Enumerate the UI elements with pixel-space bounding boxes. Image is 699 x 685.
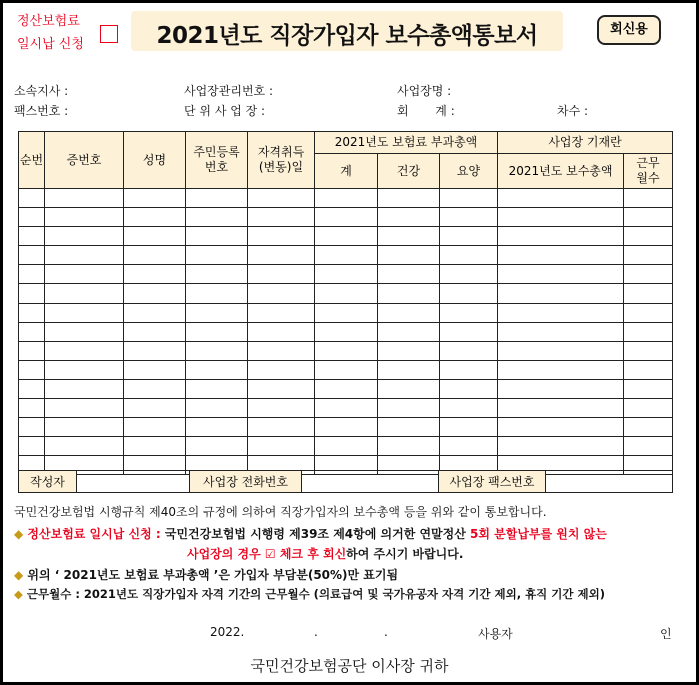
footer-date-year: 2022. bbox=[210, 625, 245, 639]
table-cell[interactable] bbox=[248, 341, 315, 360]
table-cell[interactable] bbox=[45, 303, 124, 322]
table-cell[interactable] bbox=[440, 399, 498, 418]
table-row bbox=[19, 246, 673, 265]
note-settlement-cont: 사업장의 경우 ☑ 체크 후 회신하여 주시기 바랍니다. bbox=[187, 547, 464, 561]
table-cell[interactable] bbox=[186, 208, 248, 227]
table-cell[interactable] bbox=[624, 322, 673, 341]
table-cell[interactable] bbox=[315, 322, 378, 341]
unit-label: 단 위 사 업 장 : bbox=[184, 104, 266, 118]
table-row bbox=[19, 399, 673, 418]
table-cell[interactable] bbox=[124, 227, 186, 246]
diamond-bullet-icon: ◆ bbox=[14, 568, 24, 582]
table-cell[interactable] bbox=[124, 341, 186, 360]
table-cell[interactable] bbox=[124, 322, 186, 341]
table-cell[interactable] bbox=[624, 189, 673, 208]
table-cell[interactable] bbox=[19, 322, 45, 341]
table-cell[interactable] bbox=[315, 399, 378, 418]
table-row bbox=[19, 208, 673, 227]
table-cell[interactable] bbox=[498, 303, 624, 322]
table-cell[interactable] bbox=[124, 246, 186, 265]
table-cell[interactable] bbox=[315, 227, 378, 246]
table-cell[interactable] bbox=[315, 437, 378, 456]
table-row bbox=[19, 341, 673, 360]
table-row bbox=[19, 284, 673, 303]
table-cell[interactable] bbox=[248, 437, 315, 456]
table-cell[interactable] bbox=[186, 284, 248, 303]
table-cell[interactable] bbox=[45, 265, 124, 284]
table-cell[interactable] bbox=[19, 208, 45, 227]
col-total-header: 계 bbox=[315, 154, 378, 189]
table-cell[interactable] bbox=[45, 399, 124, 418]
employer-group-header: 사업장 기재란 bbox=[498, 132, 673, 154]
table-cell[interactable] bbox=[45, 246, 124, 265]
table-cell[interactable] bbox=[19, 284, 45, 303]
note-settlement: ◆ 정산보험료 일시납 신청 : 국민건강보험법 시행령 제39조 제4항에 의거한 연말정산 5회 분할납부를 원치 않는 bbox=[14, 527, 607, 541]
page-title: 2021년도 직장가입자 보수총액통보서 bbox=[156, 23, 538, 49]
table-cell[interactable] bbox=[624, 418, 673, 437]
table-cell[interactable] bbox=[498, 437, 624, 456]
table-cell[interactable] bbox=[498, 189, 624, 208]
table-cell[interactable] bbox=[440, 189, 498, 208]
order-label: 차수 : bbox=[557, 104, 589, 118]
table-cell[interactable] bbox=[498, 322, 624, 341]
table-row bbox=[19, 265, 673, 284]
table-cell[interactable] bbox=[378, 284, 440, 303]
table-cell[interactable] bbox=[186, 246, 248, 265]
table-cell[interactable] bbox=[19, 246, 45, 265]
table-cell[interactable] bbox=[378, 341, 440, 360]
table-cell[interactable] bbox=[378, 265, 440, 284]
col-pay-total-header: 2021년도 보수총액 bbox=[498, 154, 624, 189]
table-cell[interactable] bbox=[440, 265, 498, 284]
table-cell[interactable] bbox=[440, 341, 498, 360]
settlement-checkbox[interactable] bbox=[100, 25, 118, 43]
table-cell[interactable] bbox=[186, 399, 248, 418]
table-row bbox=[19, 303, 673, 322]
table-cell[interactable] bbox=[248, 418, 315, 437]
table-cell[interactable] bbox=[624, 208, 673, 227]
table-cell[interactable] bbox=[124, 360, 186, 379]
settlement-label bbox=[17, 10, 84, 56]
table-row bbox=[19, 189, 673, 208]
table-cell[interactable] bbox=[248, 360, 315, 379]
table-cell[interactable] bbox=[498, 284, 624, 303]
table-cell[interactable] bbox=[248, 399, 315, 418]
table-cell[interactable] bbox=[186, 189, 248, 208]
table-cell[interactable] bbox=[378, 303, 440, 322]
table-cell[interactable] bbox=[315, 284, 378, 303]
table-cell[interactable] bbox=[19, 265, 45, 284]
col-qual-header: 자격취득 (변동)일 bbox=[248, 132, 315, 189]
accounting-label: 회 계 : bbox=[397, 104, 455, 118]
table-cell[interactable] bbox=[624, 437, 673, 456]
table-cell[interactable] bbox=[624, 265, 673, 284]
table-cell[interactable] bbox=[315, 208, 378, 227]
fax-sign-label: 사업장 팩스번호 bbox=[439, 471, 546, 493]
col-no-header: 순번 bbox=[19, 132, 45, 189]
biz-name-label: 사업장명 : bbox=[397, 84, 452, 98]
table-cell[interactable] bbox=[19, 189, 45, 208]
table-cell[interactable] bbox=[248, 227, 315, 246]
table-cell[interactable] bbox=[248, 246, 315, 265]
premium-table bbox=[18, 131, 673, 475]
footer-authority: 국민건강보험공단 이사장 귀하 bbox=[250, 657, 449, 675]
table-cell[interactable] bbox=[248, 303, 315, 322]
table-cell[interactable] bbox=[498, 360, 624, 379]
notice-form bbox=[3, 3, 696, 682]
table-cell[interactable] bbox=[248, 322, 315, 341]
table-cell[interactable] bbox=[19, 437, 45, 456]
table-cell[interactable] bbox=[440, 208, 498, 227]
phone-label: 사업장 전화번호 bbox=[190, 471, 302, 493]
col-cert-header: 증번호 bbox=[45, 132, 124, 189]
table-cell[interactable] bbox=[315, 265, 378, 284]
table-cell[interactable] bbox=[186, 437, 248, 456]
table-cell[interactable] bbox=[440, 303, 498, 322]
col-name-header: 성명 bbox=[124, 132, 186, 189]
table-cell[interactable] bbox=[19, 399, 45, 418]
table-cell[interactable] bbox=[45, 227, 124, 246]
table-cell[interactable] bbox=[624, 227, 673, 246]
table-cell[interactable] bbox=[186, 341, 248, 360]
table-cell[interactable] bbox=[186, 360, 248, 379]
table-cell[interactable] bbox=[315, 341, 378, 360]
table-cell[interactable] bbox=[315, 418, 378, 437]
table-cell[interactable] bbox=[124, 437, 186, 456]
table-row bbox=[19, 227, 673, 246]
table-cell[interactable] bbox=[440, 284, 498, 303]
table-cell[interactable] bbox=[440, 246, 498, 265]
table-row bbox=[19, 360, 673, 379]
table-cell[interactable] bbox=[440, 227, 498, 246]
footer-seal: 인 bbox=[660, 627, 672, 641]
table-cell[interactable] bbox=[315, 189, 378, 208]
table-cell[interactable] bbox=[378, 360, 440, 379]
table-cell[interactable] bbox=[498, 341, 624, 360]
table-cell[interactable] bbox=[440, 322, 498, 341]
table-cell[interactable] bbox=[440, 360, 498, 379]
table-cell[interactable] bbox=[45, 379, 124, 398]
phone-field[interactable] bbox=[302, 471, 439, 493]
table-cell[interactable] bbox=[378, 418, 440, 437]
table-cell[interactable] bbox=[315, 246, 378, 265]
branch-label: 소속지사 : bbox=[14, 84, 69, 98]
footer-date-day: . bbox=[384, 625, 388, 639]
table-cell[interactable] bbox=[45, 284, 124, 303]
table-cell[interactable] bbox=[19, 418, 45, 437]
table-cell[interactable] bbox=[378, 246, 440, 265]
footer-user: 사용자 bbox=[478, 627, 513, 641]
reply-badge: 회신용 bbox=[597, 15, 661, 45]
table-cell[interactable] bbox=[498, 246, 624, 265]
premium-group-header: 2021년도 보험료 부과총액 bbox=[315, 132, 498, 154]
table-cell[interactable] bbox=[315, 379, 378, 398]
table-cell[interactable] bbox=[378, 189, 440, 208]
table-cell[interactable] bbox=[624, 341, 673, 360]
table-cell[interactable] bbox=[124, 379, 186, 398]
table-cell[interactable] bbox=[624, 379, 673, 398]
table-cell[interactable] bbox=[19, 379, 45, 398]
table-cell[interactable] bbox=[248, 284, 315, 303]
table-cell[interactable] bbox=[45, 208, 124, 227]
table-cell[interactable] bbox=[186, 303, 248, 322]
table-cell[interactable] bbox=[124, 399, 186, 418]
table-cell[interactable] bbox=[186, 227, 248, 246]
col-health-header: 건강 bbox=[378, 154, 440, 189]
diamond-bullet-icon: ◆ bbox=[14, 527, 24, 541]
table-cell[interactable] bbox=[248, 379, 315, 398]
title-box bbox=[131, 11, 563, 51]
table-cell[interactable] bbox=[124, 265, 186, 284]
signature-table bbox=[18, 470, 673, 493]
table-cell[interactable] bbox=[378, 437, 440, 456]
table-cell[interactable] bbox=[248, 189, 315, 208]
table-cell[interactable] bbox=[624, 303, 673, 322]
table-cell[interactable] bbox=[315, 303, 378, 322]
writer-field[interactable] bbox=[77, 471, 190, 493]
table-cell[interactable] bbox=[248, 208, 315, 227]
table-cell[interactable] bbox=[124, 284, 186, 303]
writer-label: 작성자 bbox=[19, 471, 77, 493]
table-cell[interactable] bbox=[19, 341, 45, 360]
settlement-label-line2: 일시납 신청 bbox=[17, 37, 84, 52]
table-cell[interactable] bbox=[315, 360, 378, 379]
table-cell[interactable] bbox=[124, 418, 186, 437]
table-cell[interactable] bbox=[186, 418, 248, 437]
table-cell[interactable] bbox=[498, 208, 624, 227]
table-cell[interactable] bbox=[378, 227, 440, 246]
table-cell[interactable] bbox=[624, 246, 673, 265]
table-cell[interactable] bbox=[498, 379, 624, 398]
table-cell[interactable] bbox=[186, 379, 248, 398]
biz-no-label: 사업장관리번호 : bbox=[184, 84, 274, 98]
table-cell[interactable] bbox=[378, 399, 440, 418]
table-cell[interactable] bbox=[440, 379, 498, 398]
col-care-header: 요양 bbox=[440, 154, 498, 189]
table-cell[interactable] bbox=[19, 227, 45, 246]
fax-label: 팩스번호 : bbox=[14, 104, 69, 118]
table-cell[interactable] bbox=[498, 418, 624, 437]
table-cell[interactable] bbox=[498, 399, 624, 418]
col-rrn-header: 주민등록 번호 bbox=[186, 132, 248, 189]
table-cell[interactable] bbox=[124, 208, 186, 227]
settlement-label-line1: 정산보험료 bbox=[17, 14, 80, 29]
note-months: ◆ 근무월수 : 2021년도 직장가입자 자격 기간의 근무월수 (의료급여 및 국가유공자 자격 기간 제외, 휴직 기간 제외) bbox=[14, 587, 605, 601]
diamond-bullet-icon: ◆ bbox=[14, 587, 23, 601]
table-row bbox=[19, 322, 673, 341]
table-cell[interactable] bbox=[45, 322, 124, 341]
table-cell[interactable] bbox=[19, 303, 45, 322]
table-cell[interactable] bbox=[45, 360, 124, 379]
table-cell[interactable] bbox=[624, 284, 673, 303]
table-cell[interactable] bbox=[45, 437, 124, 456]
table-cell[interactable] bbox=[498, 265, 624, 284]
table-cell[interactable] bbox=[186, 322, 248, 341]
table-row bbox=[19, 418, 673, 437]
note-legal-basis: 국민건강보험법 시행규칙 제40조의 규정에 의하여 직장가입자의 보수총액 등을 위와 같이 통보합니다. bbox=[14, 505, 547, 519]
table-cell[interactable] bbox=[124, 189, 186, 208]
table-cell[interactable] bbox=[45, 189, 124, 208]
table-cell[interactable] bbox=[124, 303, 186, 322]
table-cell[interactable] bbox=[45, 418, 124, 437]
table-cell[interactable] bbox=[248, 265, 315, 284]
table-row bbox=[19, 379, 673, 398]
table-cell[interactable] bbox=[378, 379, 440, 398]
table-cell[interactable] bbox=[624, 360, 673, 379]
table-cell[interactable] bbox=[45, 341, 124, 360]
table-cell[interactable] bbox=[440, 418, 498, 437]
note-premium: ◆ 위의 ‘ 2021년도 보험료 부과총액 ’은 가입자 부담분(50%)만 표기됨 bbox=[14, 568, 399, 582]
table-cell[interactable] bbox=[378, 322, 440, 341]
col-months-header: 근무 월수 bbox=[624, 154, 673, 189]
table-cell[interactable] bbox=[378, 208, 440, 227]
table-cell[interactable] bbox=[19, 360, 45, 379]
footer-date-month: . bbox=[314, 625, 318, 639]
fax-field[interactable] bbox=[546, 471, 673, 493]
table-cell[interactable] bbox=[440, 437, 498, 456]
table-cell[interactable] bbox=[186, 265, 248, 284]
table-cell[interactable] bbox=[624, 399, 673, 418]
table-cell[interactable] bbox=[498, 227, 624, 246]
table-row bbox=[19, 437, 673, 456]
